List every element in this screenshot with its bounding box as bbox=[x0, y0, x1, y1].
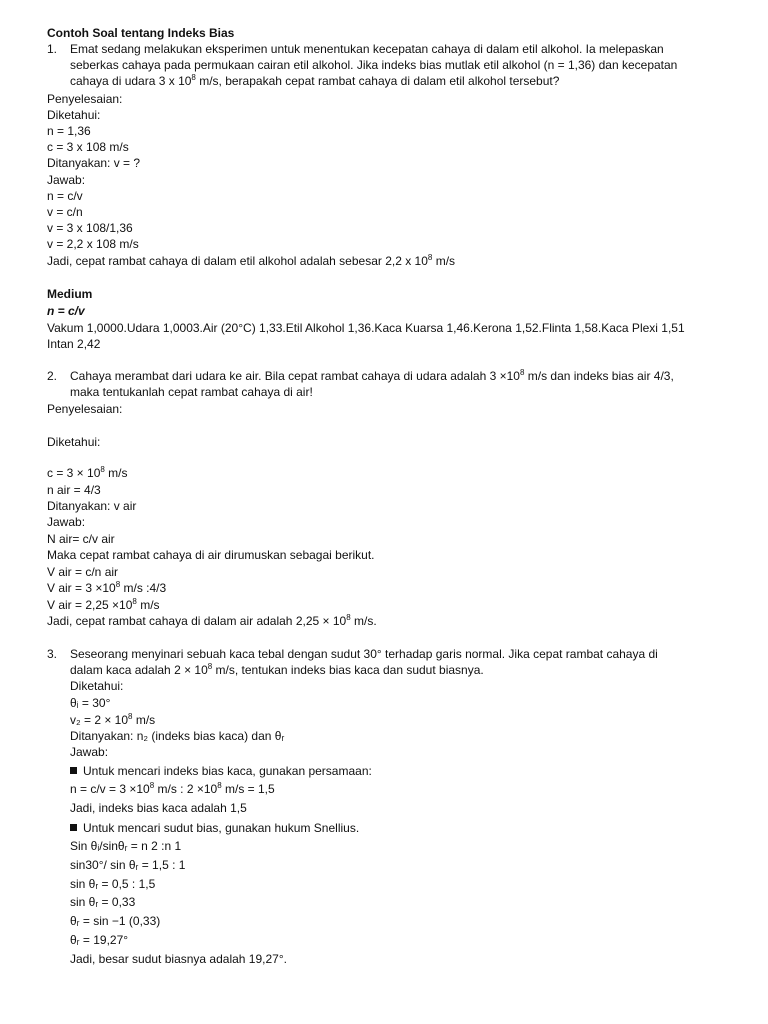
q1-given-n: n = 1,36 bbox=[47, 124, 91, 138]
q2-step-2: Maka cepat rambat cahaya di air dirumuskan sebagai berikut. bbox=[47, 548, 375, 562]
q2-step-5-exponent: 8 bbox=[132, 597, 137, 606]
q2-step-4-post: m/s :4/3 bbox=[120, 581, 167, 595]
q3-equation-1-exponent-2: 8 bbox=[217, 781, 222, 790]
q1-text-line-1: Emat sedang melakukan eksperimen untuk menentukan kecepatan cahaya di dalam etil alkohol. Ia melepaskan bbox=[70, 42, 664, 56]
q2-text-line-1 bbox=[70, 368, 674, 384]
q2-given-c bbox=[47, 465, 128, 481]
q3-given-theta-i: θᵢ = 30° bbox=[70, 696, 111, 710]
square-bullet-icon bbox=[70, 824, 77, 831]
q2-step-5 bbox=[47, 597, 160, 613]
q3-equation-1-pre: n = c/v = 3 ×10 bbox=[70, 782, 150, 796]
q2-conclusion-pre: Jadi, cepat rambat cahaya di dalam air adalah 2,25 × 10 bbox=[47, 614, 347, 628]
q3-given-v2 bbox=[70, 712, 155, 728]
q3-jawab: Jawab: bbox=[70, 745, 109, 759]
q2-text-exponent: 8 bbox=[519, 368, 525, 377]
q1-step-1: n = c/v bbox=[47, 189, 83, 203]
q2-given-c-exponent: 8 bbox=[100, 465, 105, 474]
q3-conclusion-2: Jadi, besar sudut biasnya adalah 19,27°. bbox=[70, 952, 287, 966]
q1-text-pre: cahaya di udara 3 x 10 bbox=[70, 74, 192, 88]
q3-given-v2-exponent: 8 bbox=[128, 712, 133, 721]
q1-jawab: Jawab: bbox=[47, 173, 86, 187]
medium-heading: Medium bbox=[47, 287, 93, 301]
q3-equation-1-mid: m/s : 2 ×10 bbox=[154, 782, 218, 796]
q2-text-line-2: maka tentukanlah cepat rambat cahaya di air! bbox=[70, 385, 313, 399]
q1-text-line-2: seberkas cahaya pada permukaan cairan etil alkohol. Jika indeks bias mutlak etil alkohol (n = 1,36) dan kecepatan bbox=[70, 58, 678, 72]
square-bullet-icon bbox=[70, 767, 77, 774]
q1-diketahui: Diketahui: bbox=[47, 108, 101, 122]
q2-jawab: Jawab: bbox=[47, 515, 86, 529]
medium-formula: n = c/v bbox=[47, 304, 85, 318]
q1-conclusion bbox=[47, 253, 455, 269]
q1-text-post: m/s, berapakah cepat rambat cahaya di dalam etil alkohol tersebut? bbox=[195, 74, 560, 88]
q2-step-4 bbox=[47, 580, 166, 596]
q1-step-3: v = 3 x 108/1,36 bbox=[47, 221, 133, 235]
q1-penyelesaian: Penyelesaian: bbox=[47, 92, 123, 106]
q2-step-5-pre: V air = 2,25 ×10 bbox=[47, 598, 133, 612]
q3-ditanyakan: Ditanyakan: n₂ (indeks bias kaca) dan θᵣ bbox=[70, 729, 285, 743]
q3-snell-6: θᵣ = 19,27° bbox=[70, 933, 129, 947]
q3-text-post: m/s, tentukan indeks bias kaca dan sudut biasnya. bbox=[212, 663, 484, 677]
medium-list-line-1: Vakum 1,0000.Udara 1,0003.Air (20°C) 1,33.Etil Alkohol 1,36.Kaca Kuarsa 1,46.Kerona 1,52.Flinta 1,58.Kaca Plexi 1,51 bbox=[47, 321, 685, 335]
q3-number: 3. bbox=[47, 647, 58, 661]
q2-text-post: m/s dan indeks bias air 4/3, bbox=[524, 369, 674, 383]
q3-snell-4: sin θᵣ = 0,33 bbox=[70, 895, 136, 909]
q2-conclusion-exponent: 8 bbox=[346, 613, 351, 622]
q3-snell-1: Sin θᵢ/sinθᵣ = n 2 :n 1 bbox=[70, 839, 182, 853]
q1-text-line-3 bbox=[70, 73, 559, 89]
q3-equation-1 bbox=[70, 781, 275, 797]
q2-step-4-pre: V air = 3 ×10 bbox=[47, 581, 116, 595]
q1-conclusion-post: m/s bbox=[432, 254, 456, 268]
q1-step-2: v = c/n bbox=[47, 205, 83, 219]
q3-text-pre: dalam kaca adalah 2 × 10 bbox=[70, 663, 208, 677]
q3-equation-1-post: m/s = 1,5 bbox=[221, 782, 275, 796]
q2-penyelesaian: Penyelesaian: bbox=[47, 402, 123, 416]
q2-step-3: V air = c/n air bbox=[47, 565, 119, 579]
q3-text-exponent: 8 bbox=[207, 662, 213, 671]
q3-given-v2-pre: v₂ = 2 × 10 bbox=[70, 713, 129, 727]
q2-step-4-exponent: 8 bbox=[115, 580, 121, 589]
q2-step-5-post: m/s bbox=[136, 598, 160, 612]
q1-ditanyakan: Ditanyakan: v = ? bbox=[47, 156, 141, 170]
q2-conclusion bbox=[47, 613, 377, 629]
q3-bullet-2-text: Untuk mencari sudut bias, gunakan hukum Snellius. bbox=[83, 821, 360, 835]
medium-list-line-2: Intan 2,42 bbox=[47, 337, 101, 351]
q3-snell-2: sin30°/ sin θᵣ = 1,5 : 1 bbox=[70, 858, 186, 872]
q3-text-line-1: Seseorang menyinari sebuah kaca tebal dengan sudut 30° terhadap garis normal. Jika cepat rambat cahaya di bbox=[70, 647, 658, 661]
q3-bullet-1 bbox=[70, 763, 372, 779]
q3-diketahui: Diketahui: bbox=[70, 679, 124, 693]
q2-diketahui: Diketahui: bbox=[47, 435, 101, 449]
q3-conclusion-1: Jadi, indeks bias kaca adalah 1,5 bbox=[70, 801, 247, 815]
q3-bullet-2 bbox=[70, 820, 359, 836]
q1-conclusion-pre: Jadi, cepat rambat cahaya di dalam etil alkohol adalah sebesar 2,2 x 10 bbox=[47, 254, 428, 268]
q1-step-4: v = 2,2 x 108 m/s bbox=[47, 237, 139, 251]
q3-equation-1-exponent-1: 8 bbox=[149, 781, 155, 790]
q2-ditanyakan: Ditanyakan: v air bbox=[47, 499, 137, 513]
q1-given-c: c = 3 x 108 m/s bbox=[47, 140, 129, 154]
q1-conclusion-exponent: 8 bbox=[427, 253, 433, 262]
q1-text-exponent: 8 bbox=[191, 73, 196, 82]
q3-snell-3: sin θᵣ = 0,5 : 1,5 bbox=[70, 877, 156, 891]
document-title: Contoh Soal tentang Indeks Bias bbox=[47, 26, 235, 40]
q3-bullet-1-text: Untuk mencari indeks bias kaca, gunakan persamaan: bbox=[83, 764, 372, 778]
q2-given-c-pre: c = 3 × 10 bbox=[47, 466, 101, 480]
q2-number: 2. bbox=[47, 369, 58, 383]
q2-text-pre: Cahaya merambat dari udara ke air. Bila cepat rambat cahaya di udara adalah 3 ×10 bbox=[70, 369, 520, 383]
q3-text-line-2 bbox=[70, 662, 484, 678]
q3-snell-5: θᵣ = sin −1 (0,33) bbox=[70, 914, 161, 928]
q3-given-v2-post: m/s bbox=[132, 713, 156, 727]
q2-step-1: N air= c/v air bbox=[47, 532, 115, 546]
q2-conclusion-post: m/s. bbox=[350, 614, 377, 628]
q1-number: 1. bbox=[47, 42, 58, 56]
q2-given-c-post: m/s bbox=[104, 466, 128, 480]
q2-given-nair: n air = 4/3 bbox=[47, 483, 101, 497]
